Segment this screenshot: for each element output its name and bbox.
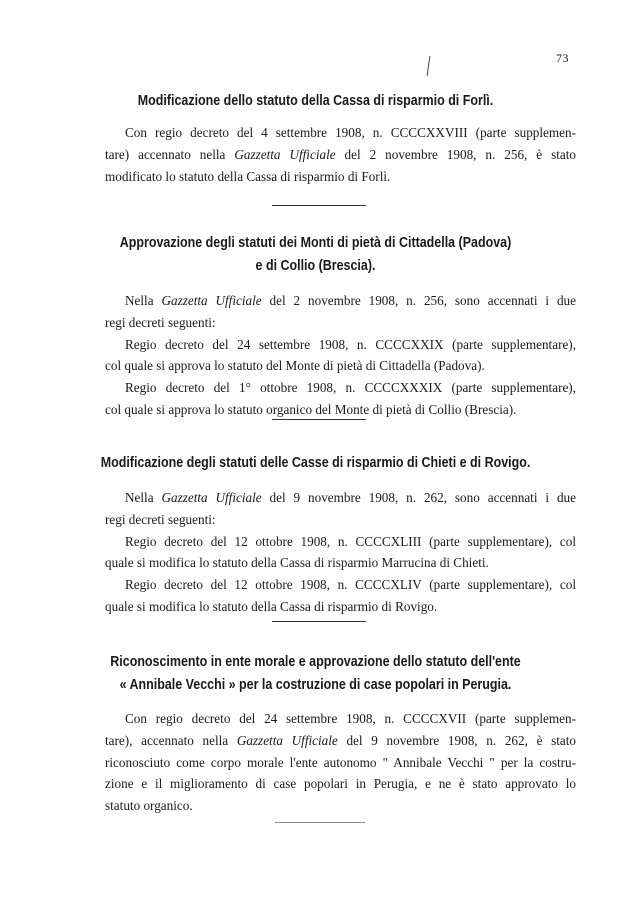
body-line: Regio decreto del 24 settembre 1908, n. CCCCXXIX (parte supplementare), — [125, 336, 576, 352]
body-line: Con regio decreto del 4 settembre 1908, n. CCCCXXVIII (parte supplemen- — [125, 125, 576, 140]
section-chieti-rovigo — [0, 452, 631, 618]
section-heading: e di Collio (Brescia). — [255, 258, 376, 274]
section-body — [0, 290, 631, 421]
section-body — [0, 708, 631, 817]
body-line: Con regio decreto del 24 settembre 1908, n. CCCCXVII (parte supplemen- — [125, 711, 576, 726]
section-heading: Modificazione degli statuti delle Casse di risparmio di Chieti e di Rovigo. — [100, 455, 531, 471]
body-line: statuto organico. — [105, 798, 193, 814]
body-line: quale si modifica lo statuto della Cassa di risparmio Marrucina di Chieti. — [105, 555, 489, 571]
body-line: Regio decreto del 1° ottobre 1908, n. CCCCXXXIX (parte supplementare), — [125, 380, 576, 396]
gazette-title: Gazzetta Ufficiale — [161, 293, 262, 308]
section-body — [0, 487, 631, 618]
body-line: Regio decreto del 12 ottobre 1908, n. CCCCXLIII (parte supplementare), col — [125, 533, 576, 549]
section-divider — [272, 621, 366, 622]
section-heading: Riconoscimento in ente morale e approvazione dello statuto dell'ente — [110, 654, 521, 670]
section-heading: Modificazione dello statuto della Cassa di risparmio di Forlì. — [137, 93, 494, 109]
pencil-mark — [427, 56, 431, 76]
section-divider — [272, 205, 366, 206]
section-heading: « Annibale Vecchi » per la costruzione di case popolari in Perugia. — [119, 677, 512, 693]
body-line: regi decreti seguenti: — [105, 511, 216, 527]
body-line: Nella Gazzetta Ufficiale del 9 novembre 1908, n. 262, sono accennati i due — [125, 490, 576, 505]
gazette-title: Gazzetta Ufficiale — [161, 490, 262, 505]
section-annibale-vecchi — [0, 651, 631, 817]
section-divider — [275, 822, 365, 823]
section-divider — [272, 419, 366, 420]
body-line: modificato lo statuto della Cassa di risparmio di Forlì. — [105, 168, 391, 184]
body-line: zione e il miglioramento di case popolari in Perugia, e ne è stato approvato lo — [105, 776, 576, 792]
body-line: col quale si approva lo statuto organico del Monte di pietà di Collio (Brescia). — [105, 401, 517, 417]
body-line: regi decreti seguenti: — [105, 314, 216, 330]
body-line: tare) accennato nella Gazzetta Ufficiale del 2 novembre 1908, n. 256, è stato — [105, 146, 576, 162]
gazette-title: Gazzetta Ufficiale — [236, 732, 338, 748]
body-line: col quale si approva lo statuto del Monte di pietà di Cittadella (Padova). — [105, 358, 485, 374]
page-number: 73 — [556, 51, 569, 65]
body-line: Regio decreto del 12 ottobre 1908, n. CCCCXLIV (parte supplementare), col — [125, 577, 576, 593]
body-line: tare), accennato nella Gazzetta Ufficiale del 9 novembre 1908, n. 262, è stato — [105, 732, 576, 748]
section-forli — [0, 90, 631, 187]
section-cittadella-collio — [0, 232, 631, 421]
body-line: quale si modifica lo statuto della Cassa di risparmio di Rovigo. — [105, 598, 438, 614]
body-line: riconosciuto come corpo morale l'ente autonomo " Annibale Vecchi " per la costru- — [105, 754, 576, 770]
section-body — [0, 122, 631, 187]
section-heading: Approvazione degli statuti dei Monti di pietà di Cittadella (Padova) — [119, 235, 512, 251]
body-line: Nella Gazzetta Ufficiale del 2 novembre 1908, n. 256, sono accennati i due — [125, 293, 576, 308]
gazette-title: Gazzetta Ufficiale — [234, 146, 336, 162]
